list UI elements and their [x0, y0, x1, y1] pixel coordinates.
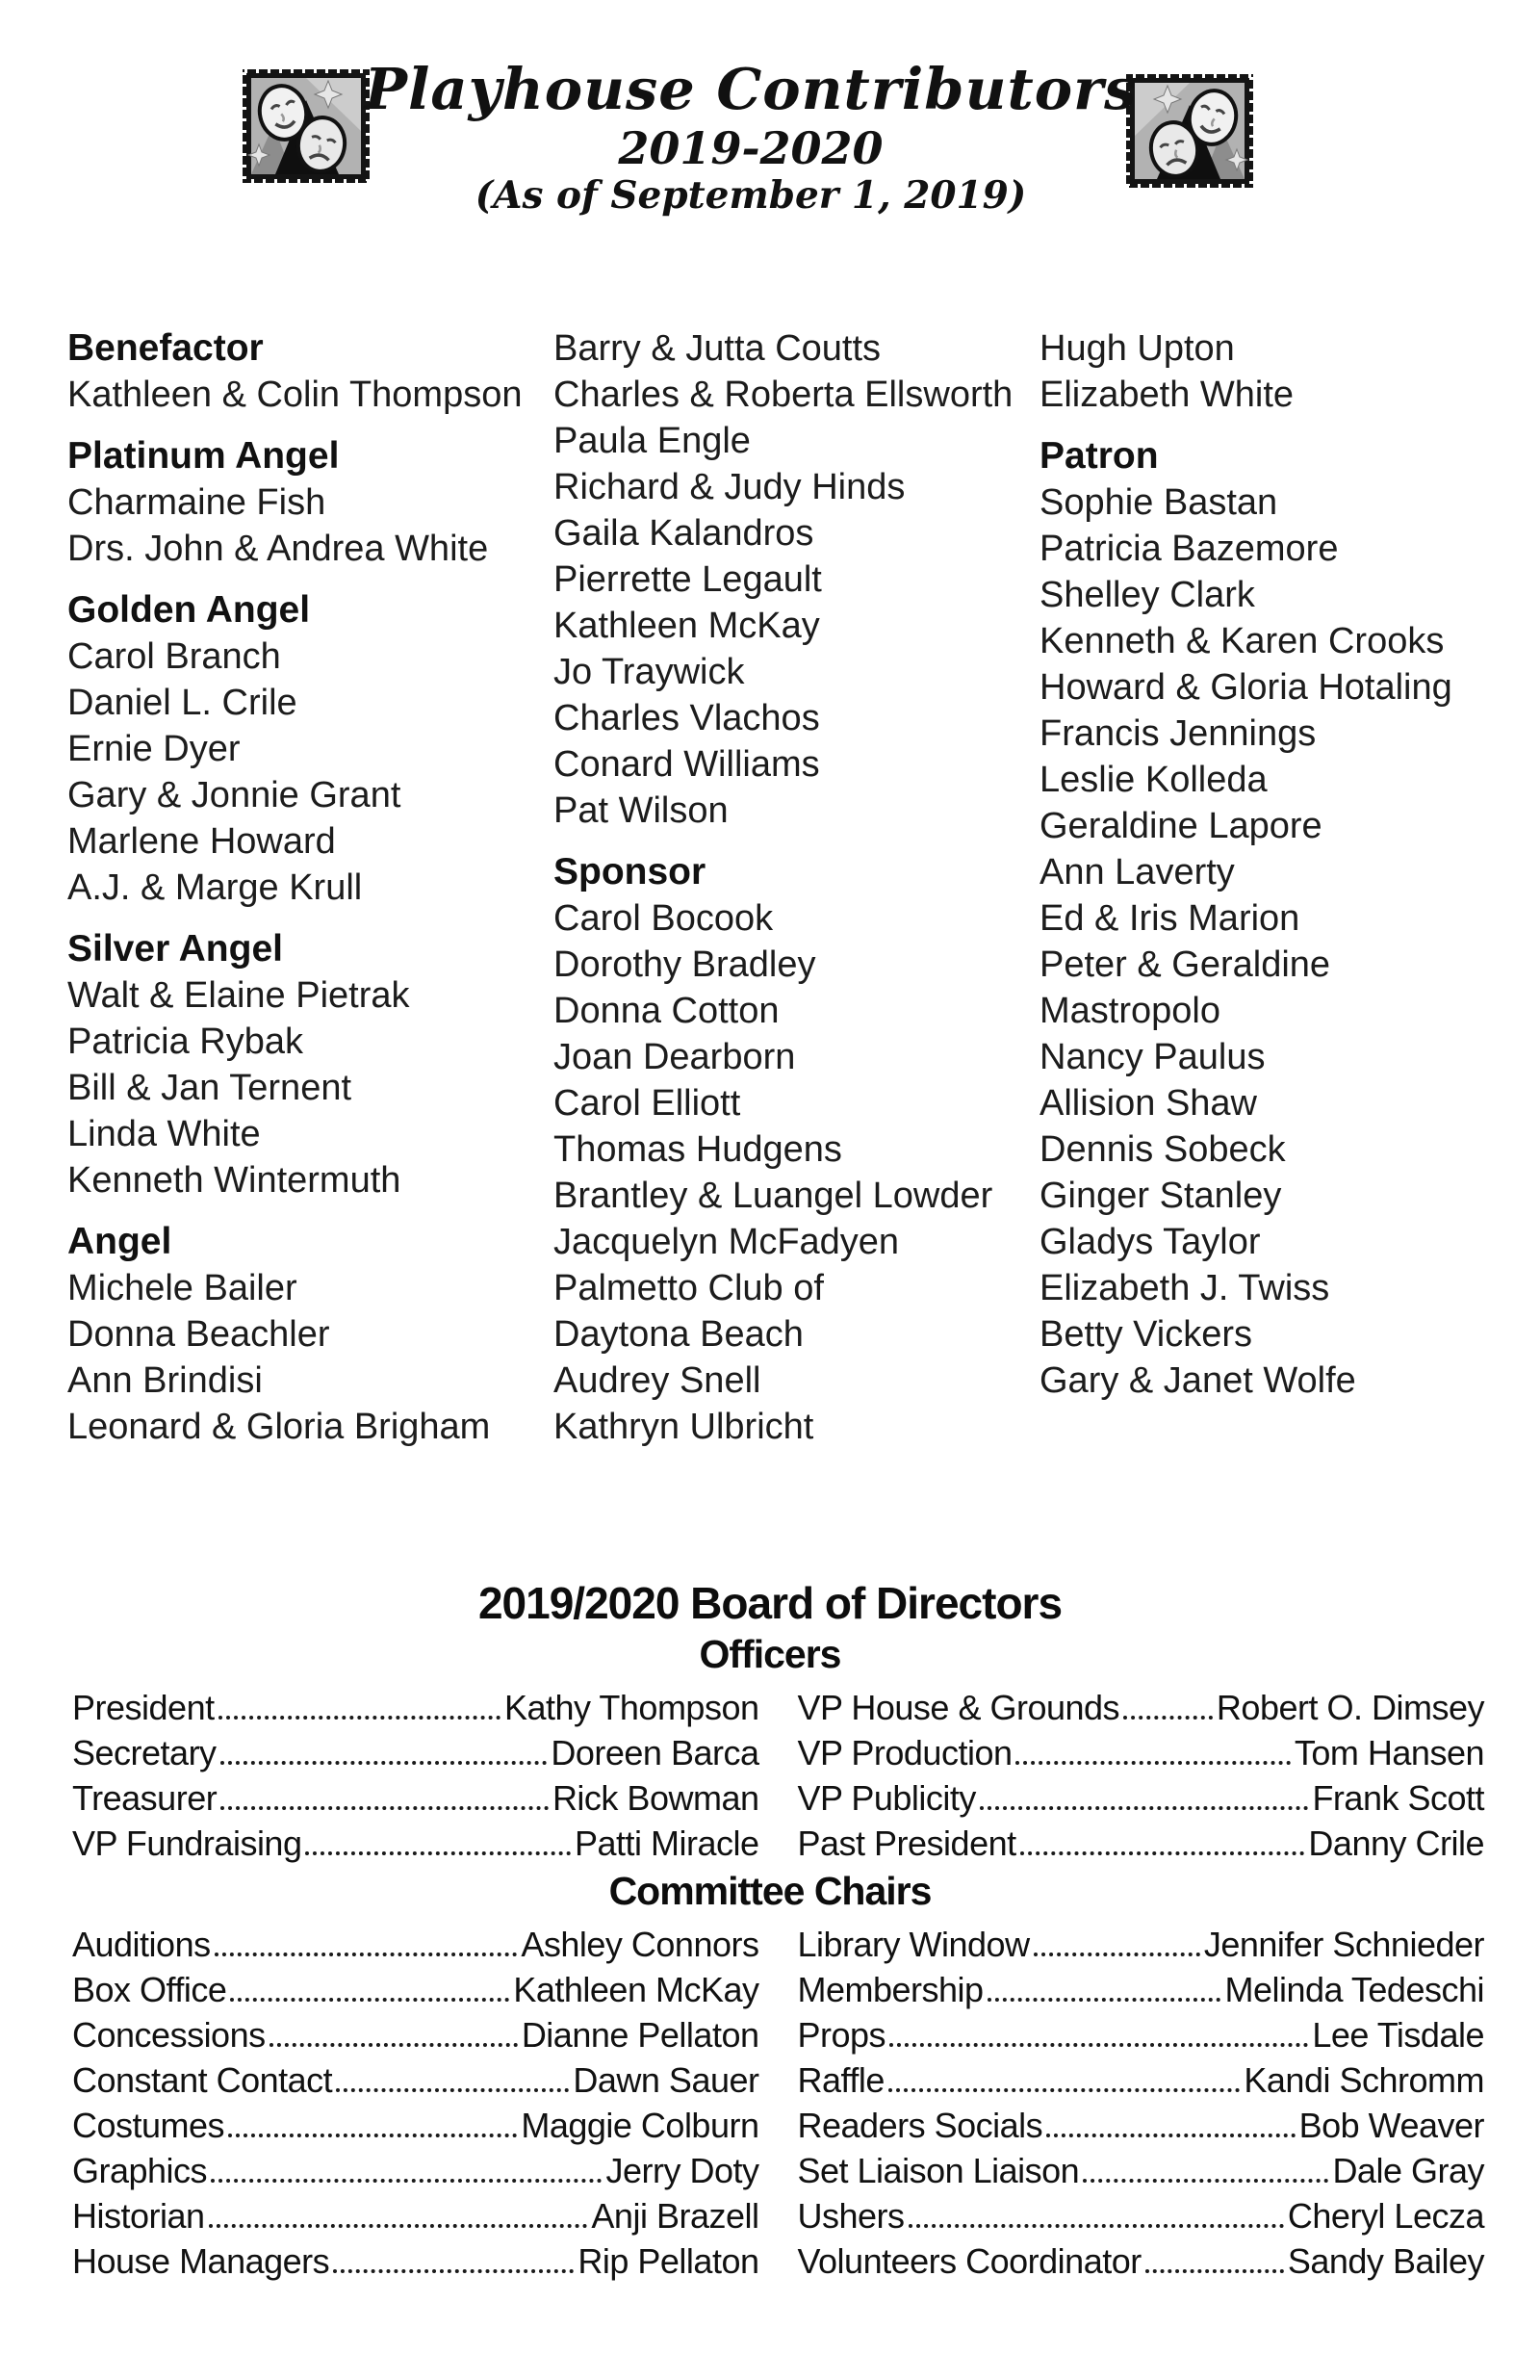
officer-row [798, 1730, 1485, 1775]
contributor-name: Daniel L. Crile [67, 683, 297, 723]
contributor-name: Pierrette Legault [553, 559, 822, 600]
contributor-name: Sophie Bastan [1040, 482, 1278, 523]
committee-row [798, 2103, 1485, 2148]
contributor-name: Palmetto Club of [553, 1268, 824, 1308]
committee-row-role: Readers Socials [797, 2106, 1043, 2145]
dot-leader [228, 2134, 517, 2137]
contributor-column-3 [1040, 325, 1521, 1450]
committee-row [72, 1967, 759, 2012]
contributor-name: Elizabeth White [1040, 375, 1295, 415]
committee-row-person: Sandy Bailey [1287, 2241, 1484, 2281]
committee-row-person: Rip Pellaton [578, 2241, 759, 2281]
tier-heading: Benefactor [67, 327, 264, 369]
dot-leader [230, 1998, 509, 2002]
contributor-name: Gaila Kalandros [553, 513, 814, 554]
contributor-name: Dennis Sobeck [1040, 1129, 1286, 1170]
officer-row [72, 1775, 759, 1821]
committee-row [798, 1922, 1485, 1967]
contributor-name: Charles & Roberta Ellsworth [553, 375, 1014, 415]
contributor-name: Leslie Kolleda [1040, 760, 1268, 800]
contributor-name: Brantley & Luangel Lowder [553, 1176, 993, 1216]
board-title: 2019/2020 Board of Directors [477, 1578, 1063, 1628]
officer-row-person: Robert O. Dimsey [1216, 1688, 1484, 1727]
contributor-name: Ann Brindisi [67, 1360, 263, 1401]
committee-row [72, 2193, 759, 2238]
contributor-name: Joan Dearborn [553, 1037, 796, 1077]
contributor-name: Patricia Rybak [67, 1022, 303, 1062]
dot-leader [1034, 1953, 1200, 1956]
committee-row-role: Membership [797, 1970, 984, 2009]
as-of-date: (As of September 1, 2019) [475, 173, 1027, 218]
contributor-name: Bill & Jan Ternent [67, 1068, 352, 1108]
dot-leader [1145, 2269, 1284, 2273]
contributor-name: Pat Wilson [553, 790, 729, 831]
contributor-name: Barry & Jutta Coutts [553, 328, 882, 369]
committee-row [72, 2103, 759, 2148]
officer-row-person: Danny Crile [1308, 1824, 1484, 1863]
officer-row-person: Kathy Thompson [504, 1688, 759, 1727]
contributor-name: Elizabeth J. Twiss [1040, 1268, 1330, 1308]
contributor-name: Kathryn Ulbricht [553, 1407, 814, 1447]
officer-row-person: Frank Scott [1312, 1778, 1484, 1818]
dot-leader [305, 1851, 570, 1855]
officers-left-column [72, 1685, 759, 1866]
contributors-section [67, 325, 1521, 1450]
contributor-name: Donna Cotton [553, 991, 780, 1031]
committees-right-column [798, 1922, 1485, 2284]
committee-row-role: House Managers [72, 2241, 330, 2281]
contributor-name: Charles Vlachos [553, 698, 820, 738]
committee-row-role: Historian [72, 2196, 205, 2236]
officer-row-role: Past President [797, 1824, 1016, 1863]
dot-leader [889, 2043, 1308, 2047]
contributor-name: Gary & Janet Wolfe [1040, 1360, 1356, 1401]
committee-row-person: Bob Weaver [1298, 2106, 1484, 2145]
committee-row [798, 2238, 1485, 2284]
committee-row-person: Kandi Schromm [1244, 2060, 1484, 2100]
contributor-name: Kenneth Wintermuth [67, 1160, 401, 1201]
contributor-name: Shelley Clark [1040, 575, 1255, 615]
committee-row-role: Ushers [797, 2196, 905, 2236]
contributor-name: Charmaine Fish [67, 482, 326, 523]
officer-row-person: Tom Hansen [1294, 1733, 1484, 1772]
committee-row [72, 2057, 759, 2103]
tier-heading: Golden Angel [67, 589, 311, 631]
contributor-name: Kathleen McKay [553, 606, 820, 646]
contributor-name: Linda White [67, 1114, 261, 1154]
dot-leader [336, 2088, 569, 2092]
committees-left-column [72, 1922, 759, 2284]
officers-right-column [798, 1685, 1485, 1866]
officer-row-role: Treasurer [72, 1778, 218, 1818]
officers-list [0, 1685, 1540, 1866]
committee-row-role: Costumes [72, 2106, 225, 2145]
contributor-name: Hugh Upton [1040, 328, 1235, 369]
contributor-name: Carol Elliott [553, 1083, 741, 1124]
committee-row-person: Cheryl Lecza [1287, 2196, 1484, 2236]
board-section [0, 1577, 1540, 2284]
officer-row-person: Rick Bowman [552, 1778, 759, 1818]
committee-row-person: Anji Brazell [591, 2196, 759, 2236]
dot-leader [1046, 2134, 1295, 2137]
contributor-name: Michele Bailer [67, 1268, 297, 1308]
dot-leader [211, 2179, 602, 2183]
contributor-name: Ann Laverty [1040, 852, 1235, 892]
contributor-name: Thomas Hudgens [553, 1129, 842, 1170]
contributor-name: Allision Shaw [1040, 1083, 1257, 1124]
committee-chairs-list [0, 1922, 1540, 2284]
contributor-name: Ginger Stanley [1040, 1176, 1282, 1216]
dot-leader [220, 1806, 549, 1810]
committee-row [72, 2012, 759, 2057]
tier-heading: Platinum Angel [67, 435, 340, 477]
committee-row [798, 2057, 1485, 2103]
contributor-name: Paula Engle [553, 421, 751, 461]
committee-row-role: Concessions [72, 2015, 266, 2055]
committee-row-role: Set Liaison Liaison [797, 2151, 1080, 2190]
contributor-name: Carol Branch [67, 636, 281, 677]
committee-row [72, 2238, 759, 2284]
contributor-name: Betty Vickers [1040, 1314, 1253, 1355]
officer-row-role: VP Publicity [797, 1778, 976, 1818]
dot-leader [888, 2088, 1240, 2092]
dot-leader [215, 1953, 518, 1956]
committee-row [798, 2148, 1485, 2193]
contributor-name: Geraldine Lapore [1040, 806, 1322, 846]
dot-leader [988, 1998, 1221, 2002]
contributor-name: A.J. & Marge Krull [67, 867, 363, 908]
contributor-name: Kenneth & Karen Crooks [1040, 621, 1445, 661]
officer-row [72, 1821, 759, 1866]
committee-row [798, 2193, 1485, 2238]
dot-leader [270, 2043, 518, 2047]
committee-row-person: Dale Gray [1332, 2151, 1484, 2190]
contributor-name: Ed & Iris Marion [1040, 898, 1300, 939]
officers-heading: Officers [699, 1632, 841, 1676]
committee-row [798, 1967, 1485, 2012]
contributor-name: Kathleen & Colin Thompson [67, 375, 523, 415]
committee-row [72, 2148, 759, 2193]
officer-row [798, 1821, 1485, 1866]
committee-row [72, 1922, 759, 1967]
committee-row-role: Raffle [797, 2060, 885, 2100]
committee-row-role: Graphics [72, 2151, 208, 2190]
contributor-name: Audrey Snell [553, 1360, 761, 1401]
dot-leader [980, 1806, 1309, 1810]
contributor-name: Jacquelyn McFadyen [553, 1222, 900, 1262]
officer-row-role: Secretary [72, 1733, 217, 1772]
contributor-name: Conard Williams [553, 744, 820, 785]
committee-row-role: Constant Contact [72, 2060, 333, 2100]
tier-heading: Sponsor [553, 851, 706, 892]
dot-leader [333, 2269, 574, 2273]
committee-chairs-heading: Committee Chairs [608, 1869, 932, 1913]
committee-row-person: Ashley Connors [521, 1925, 759, 1964]
committee-row-person: Dawn Sauer [573, 2060, 759, 2100]
officer-row [72, 1730, 759, 1775]
contributor-name: Patricia Bazemore [1040, 529, 1339, 569]
tier-heading: Silver Angel [67, 928, 283, 970]
officer-row-role: President [72, 1688, 215, 1727]
dot-leader [209, 2224, 588, 2228]
dot-leader [909, 2224, 1284, 2228]
contributor-name: Nancy Paulus [1040, 1037, 1266, 1077]
dot-leader [220, 1761, 548, 1765]
contributor-name: Howard & Gloria Hotaling [1040, 667, 1452, 708]
contributor-name: Richard & Judy Hinds [553, 467, 906, 507]
officer-row-role: VP Production [797, 1733, 1013, 1772]
officer-row [72, 1685, 759, 1730]
tier-heading: Angel [67, 1221, 172, 1262]
contributor-name: Francis Jennings [1040, 713, 1317, 754]
committee-row-person: Lee Tisdale [1312, 2015, 1484, 2055]
officer-row-person: Doreen Barca [551, 1733, 759, 1772]
contributor-name: Donna Beachler [67, 1314, 330, 1355]
committee-row [798, 2012, 1485, 2057]
contributor-name: Mastropolo [1040, 991, 1220, 1031]
season-label: 2019-2020 [618, 122, 884, 174]
contributor-name: Ernie Dyer [67, 729, 241, 769]
officer-row [798, 1775, 1485, 1821]
contributor-name: Peter & Geraldine [1040, 944, 1331, 985]
committee-row-person: Maggie Colburn [521, 2106, 759, 2145]
committee-row-person: Jennifer Schnieder [1203, 1925, 1484, 1964]
contributor-name: Drs. John & Andrea White [67, 529, 489, 569]
committee-row-person: Jerry Doty [605, 2151, 759, 2190]
contributor-name: Gary & Jonnie Grant [67, 775, 401, 815]
header-titles [0, 58, 1502, 217]
contributor-name: Marlene Howard [67, 821, 336, 862]
contributor-name: Dorothy Bradley [553, 944, 816, 985]
committee-row-role: Library Window [797, 1925, 1030, 1964]
dot-leader [218, 1716, 500, 1720]
officer-row-role: VP House & Grounds [797, 1688, 1120, 1727]
dot-leader [1083, 2179, 1328, 2183]
committee-row-person: Kathleen McKay [513, 1970, 759, 2009]
dot-leader [1020, 1851, 1305, 1855]
officer-row-person: Patti Miracle [574, 1824, 759, 1863]
tier-heading: Patron [1040, 435, 1159, 477]
dot-leader [1015, 1761, 1290, 1765]
page-title: Playhouse Contributors [364, 56, 1138, 122]
contributor-name: Walt & Elaine Pietrak [67, 975, 410, 1016]
contributor-column-2 [553, 325, 1040, 1450]
officer-row [798, 1685, 1485, 1730]
officer-row-role: VP Fundraising [72, 1824, 302, 1863]
contributor-name: Jo Traywick [553, 652, 745, 692]
committee-row-role: Auditions [72, 1925, 211, 1964]
committee-row-person: Dianne Pellaton [521, 2015, 759, 2055]
committee-row-role: Box Office [72, 1970, 227, 2009]
contributor-name: Gladys Taylor [1040, 1222, 1261, 1262]
dot-leader [1123, 1716, 1213, 1720]
committee-row-role: Props [797, 2015, 886, 2055]
contributor-column-1 [67, 325, 553, 1450]
contributor-name: Daytona Beach [553, 1314, 804, 1355]
committee-row-role: Volunteers Coordinator [797, 2241, 1142, 2281]
committee-row-person: Melinda Tedeschi [1224, 1970, 1484, 2009]
contributor-name: Leonard & Gloria Brigham [67, 1407, 491, 1447]
contributor-name: Carol Bocook [553, 898, 774, 939]
